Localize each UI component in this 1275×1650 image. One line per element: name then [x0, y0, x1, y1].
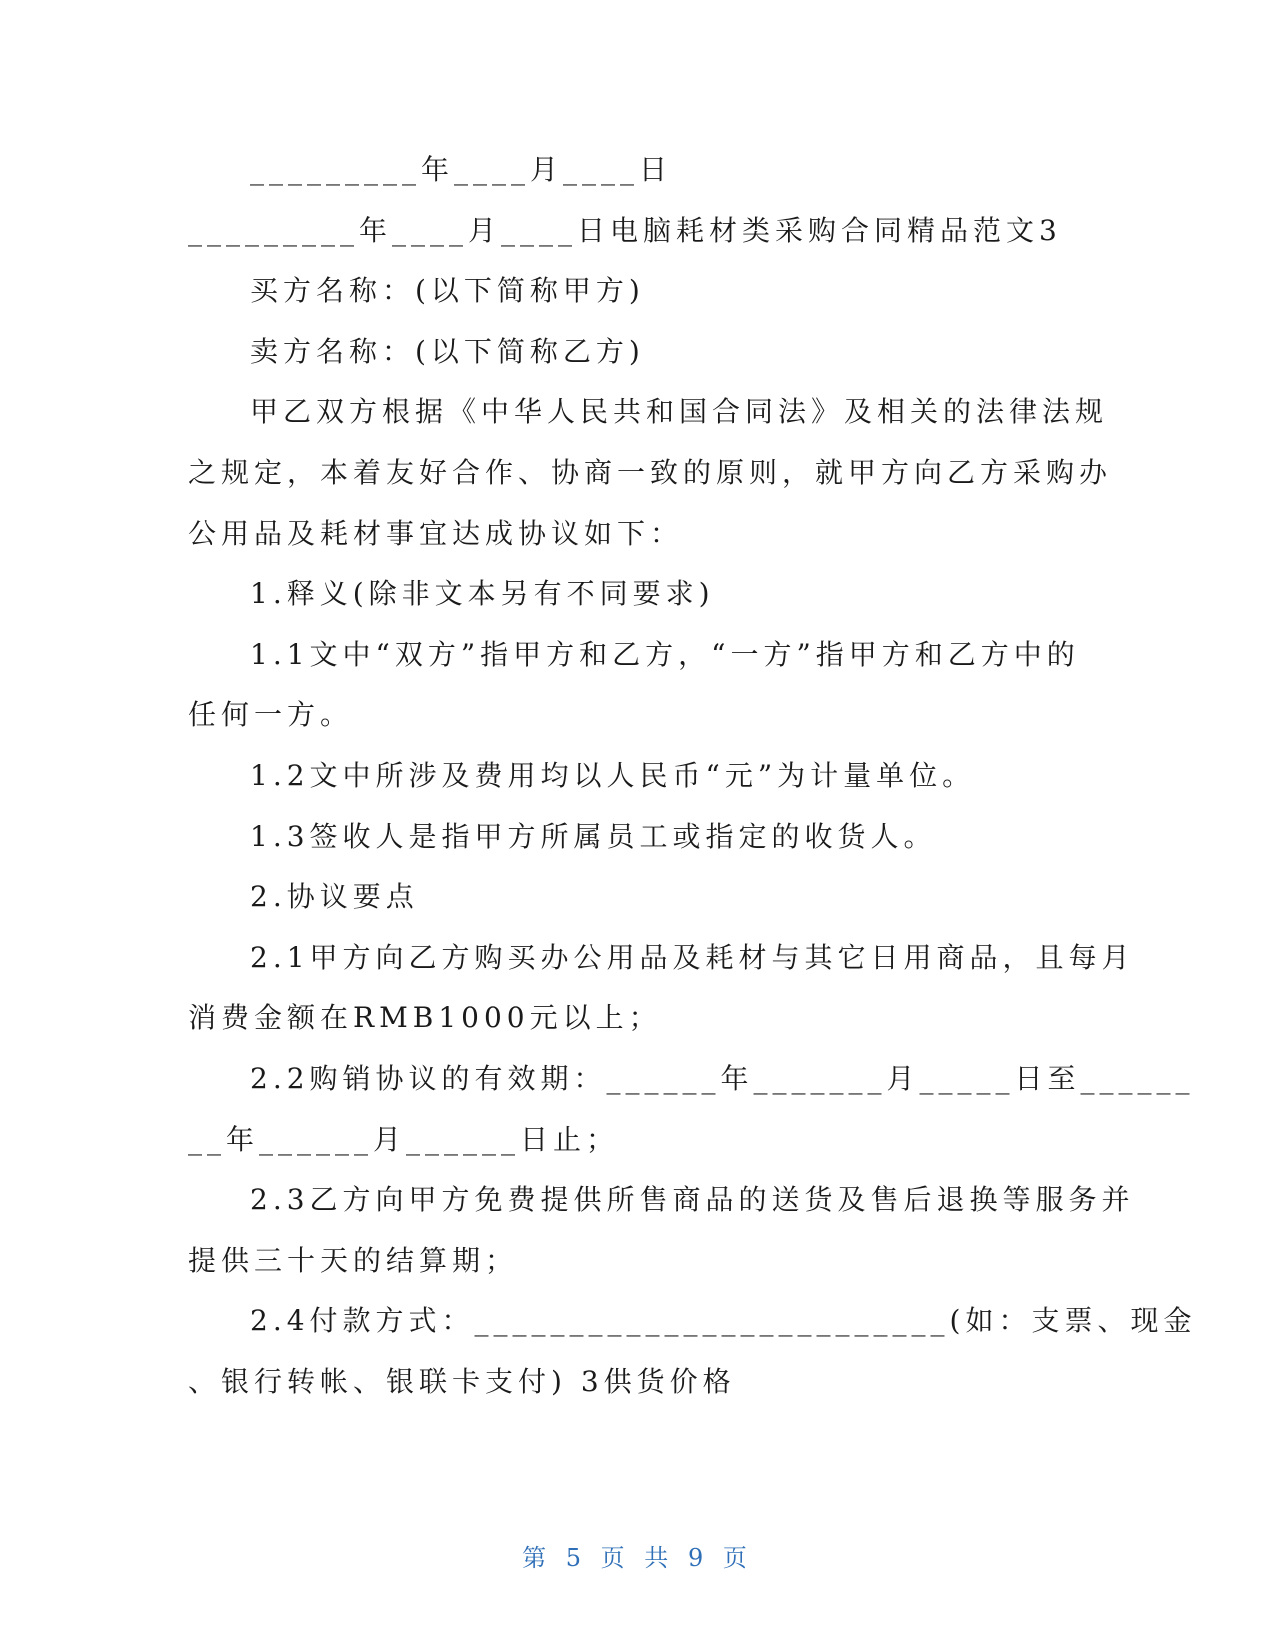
clause-line: 2.2购销协议的有效期：______年_______月_____日至______ [250, 1061, 1195, 1095]
title-line: _________年____月____日电脑耗材类采购合同精品范文3 [188, 213, 1062, 247]
page-number: 第 5 页 共 9 页 [522, 1544, 753, 1572]
document-body [188, 140, 1197, 1412]
clause-line: 1.1文中“双方”指甲方和乙方，“一方”指甲方和乙方中的 [250, 637, 1080, 671]
seller-name-line: 卖方名称：(以下简称乙方) [250, 334, 645, 368]
date-line: _________年____月____日 [250, 153, 673, 186]
clause-line: 1.2文中所涉及费用均以人民币“元”为计量单位。 [250, 758, 976, 792]
preamble-line: 之规定，本着友好合作、协商一致的原则，就甲方向乙方采购办 [188, 455, 1113, 489]
clause-line: 任何一方。 [188, 698, 354, 732]
preamble-line: 甲乙双方根据《中华人民共和国合同法》及相关的法律法规 [250, 395, 1109, 429]
section-heading: 1.释义(除非文本另有不同要求) [250, 577, 715, 611]
clause-line: 2.4付款方式：_________________________(如：支票、现金 [250, 1304, 1197, 1338]
clause-line: 提供三十天的结算期； [188, 1243, 519, 1277]
clause-line: 、银行转帐、银联卡支付) 3供货价格 [188, 1364, 736, 1398]
buyer-name-line: 买方名称：(以下简称甲方) [250, 274, 645, 308]
clause-line: 1.3签收人是指甲方所属员工或指定的收货人。 [250, 819, 937, 853]
preamble-line: 公用品及耗材事宜达成协议如下： [188, 516, 684, 550]
clause-line: 2.1甲方向乙方购买办公用品及耗材与其它日用商品，且每月 [250, 940, 1135, 974]
clause-line: 2.3乙方向甲方免费提供所售商品的送货及售后退换等服务并 [250, 1183, 1135, 1217]
clause-line: __年______月______日止； [188, 1122, 620, 1156]
clause-line: 消费金额在RMB1000元以上； [188, 1001, 662, 1035]
section-heading: 2.协议要点 [250, 880, 419, 914]
